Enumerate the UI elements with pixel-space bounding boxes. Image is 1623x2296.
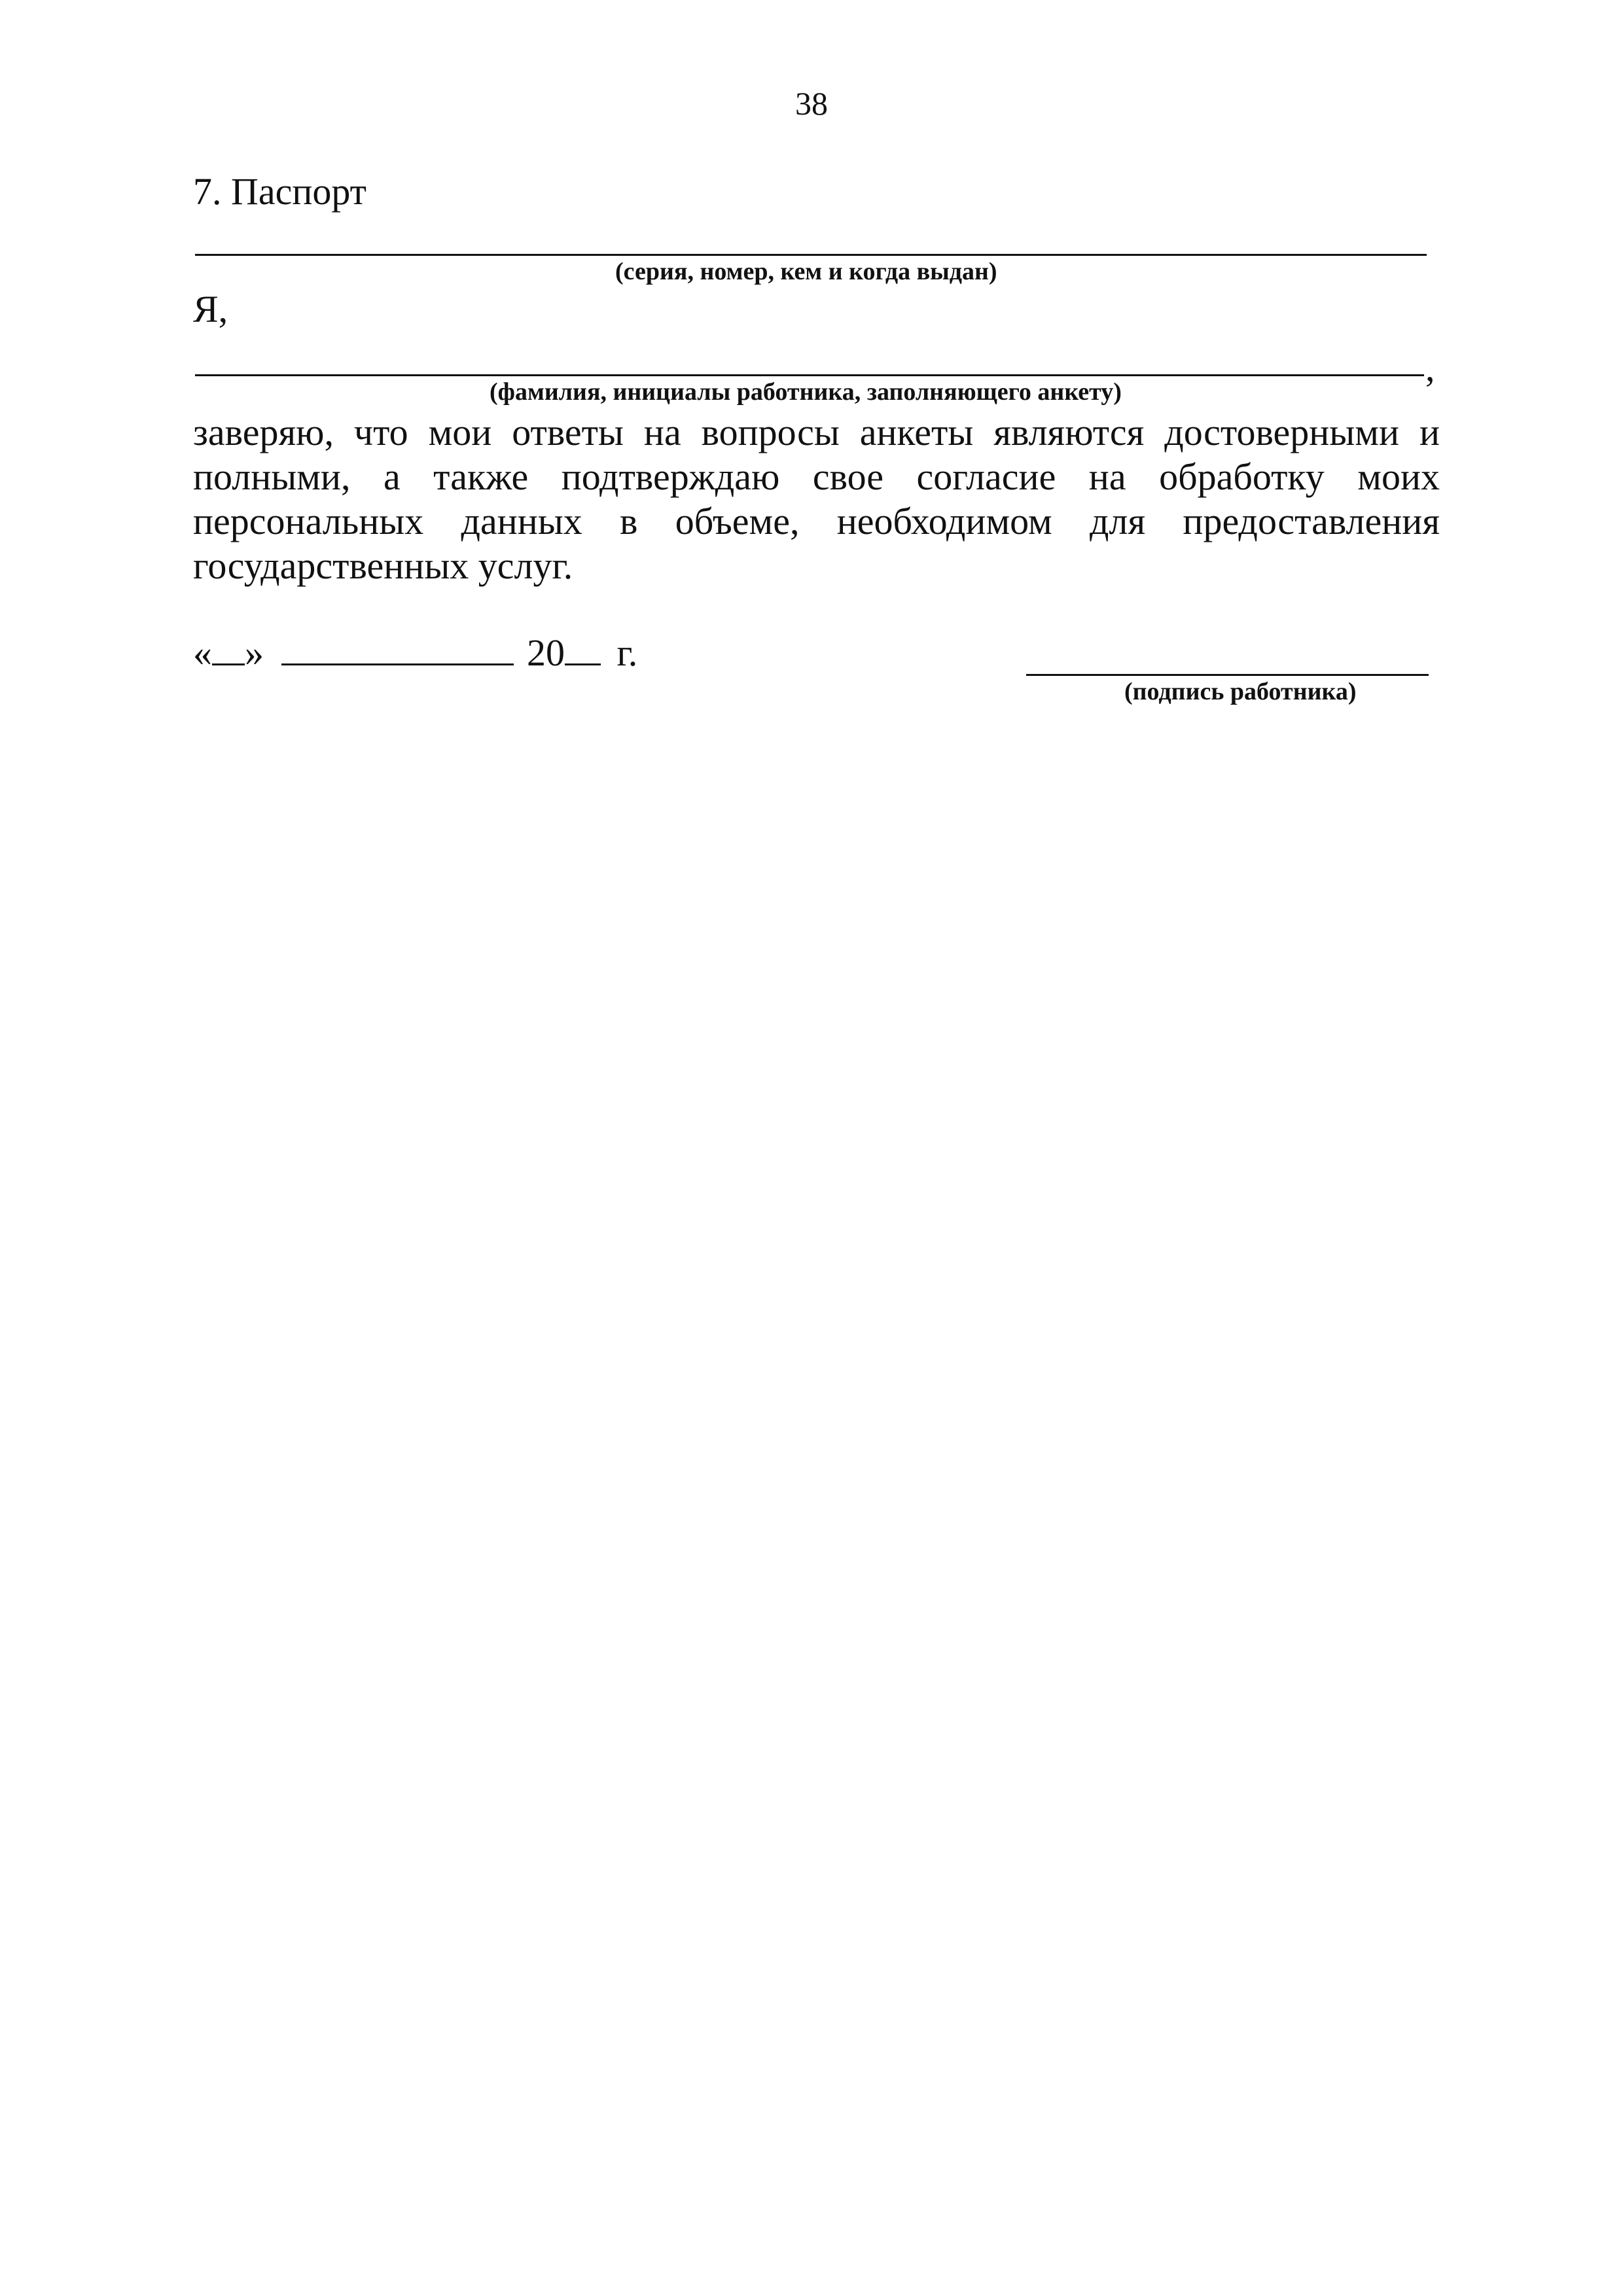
page-number: 38 (795, 85, 828, 122)
signature-field-line[interactable] (1026, 674, 1429, 676)
month-field[interactable] (281, 629, 514, 665)
year-suffix: г. (616, 631, 638, 674)
signature-field-caption: (подпись работника) (1124, 678, 1357, 705)
name-field-line[interactable] (195, 374, 1424, 376)
year-prefix: 20 (527, 631, 565, 674)
passport-field-caption: (серия, номер, кем и когда выдан) (615, 258, 997, 285)
date-open-quote: « (193, 631, 212, 674)
day-field[interactable] (212, 629, 245, 665)
consent-statement: заверяю, что мои ответы на вопросы анкеты являются достоверными и полными, а также подтверждаю свое согласие на обработку моих персональных данных в объеме, необходимом для предоставления государственных услуг. (193, 411, 1440, 587)
year-field[interactable] (565, 629, 601, 665)
pronoun-text: Я, (193, 288, 228, 330)
date-close-quote: » (245, 631, 264, 674)
name-field-comma: , (1425, 347, 1435, 389)
section-heading: 7. Паспорт (193, 170, 366, 213)
name-field-caption: (фамилия, инициалы работника, заполняющего анкету) (490, 378, 1122, 406)
passport-field-line[interactable] (195, 254, 1427, 256)
date-line (193, 629, 637, 676)
